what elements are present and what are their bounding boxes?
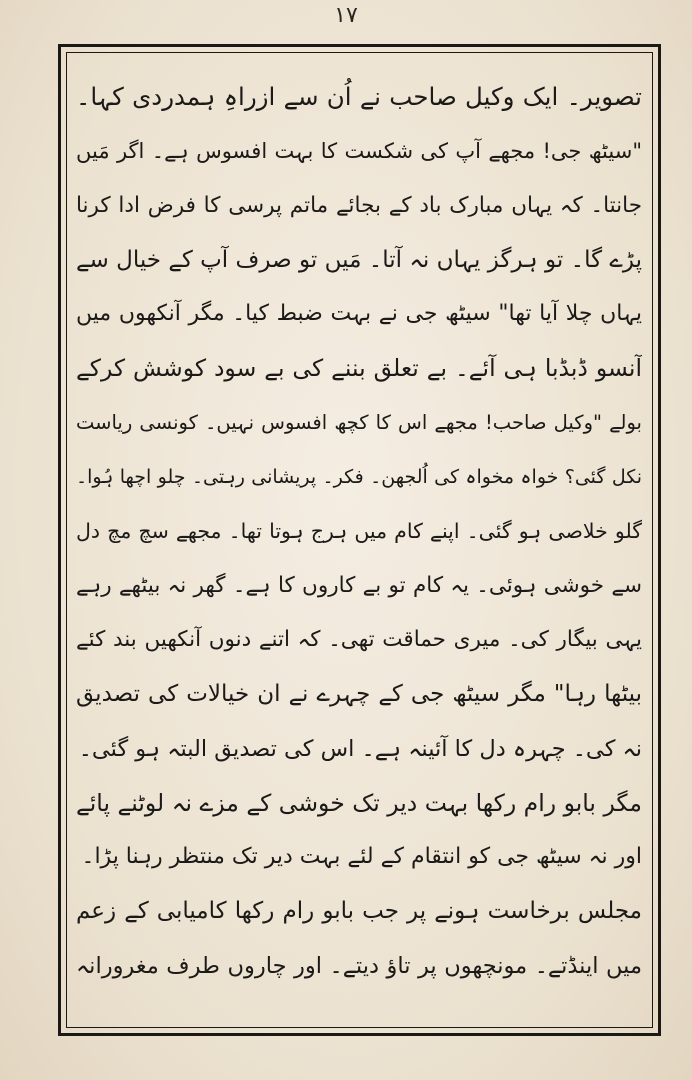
text-line: تصویر۔ ایک وکیل صاحب نے اُن سے ازراہِ ہمدردی کہا۔ [76, 82, 642, 111]
text-line: نہ کی۔ چہرہ دل کا آئینہ ہے۔ اس کی تصدیق البتہ ہو گئی۔ [78, 735, 642, 762]
text-line: اور نہ سیٹھ جی کو انتقام کے لئے بہت دیر تک منتظر رہنا پڑا۔ [81, 844, 642, 870]
text-line: پڑے گا۔ تو ہرگز یہاں نہ آتا۔ مَیں تو صرف آپ کے خیال سے [76, 246, 642, 273]
text-line: سے خوشی ہوئی۔ یہ کام تو بے کاروں کا ہے۔ گھر نہ بیٹھے رہے [76, 572, 642, 598]
text-line: مگر بابو رام رکھا بہت دیر تک خوشی کے مزے نہ لوٹنے پائے [76, 788, 642, 817]
text-line: گلو خلاصی ہو گئی۔ اپنے کام میں ہرج ہوتا تھا۔ مجھے سچ مچ دل [76, 519, 642, 544]
text-line: بولے "وکیل صاحب! مجھے اس کا کچھ افسوس نہیں۔ کونسی ریاست [76, 410, 642, 434]
text-line: یہی بیگار کی۔ میری حماقت تھی۔ کہ اتنے دنوں آنکھیں بند کئے [76, 626, 642, 652]
text-line: مجلس برخاست ہونے پر جب بابو رام رکھا کامیابی کے زعم [76, 898, 642, 925]
text-line: یہاں چلا آیا تھا" سیٹھ جی نے بہت ضبط کیا۔ مگر آنکھوں میں [76, 301, 642, 327]
text-line: جانتا۔ کہ یہاں مبارک باد کے بجائے ماتم پرسی کا فرض ادا کرنا [76, 192, 642, 218]
urdu-text-body [76, 70, 642, 1020]
text-line: "سیٹھ جی! مجھے آپ کی شکست کا بہت افسوس ہے۔ اگر مَیں [76, 139, 642, 164]
text-line: بیٹھا رہا" مگر سیٹھ جی کے چہرے نے ان خیالات کی تصدیق [76, 681, 642, 708]
text-line: نکل گئی؟ خواہ مخواہ کی اُلجھن۔ فکر۔ پریشانی رہتی۔ چلو اچھا ہُوا۔ [76, 466, 642, 489]
text-line: میں اینڈتے۔ مونچھوں پر تاؤ دیتے۔ اور چاروں طرف مغرورانہ [76, 952, 642, 979]
page-number: ۱۷ [334, 3, 358, 28]
text-line: آنسو ڈبڈبا ہی آئے۔ بے تعلق بننے کی بے سود کوشش کرکے [76, 354, 642, 383]
